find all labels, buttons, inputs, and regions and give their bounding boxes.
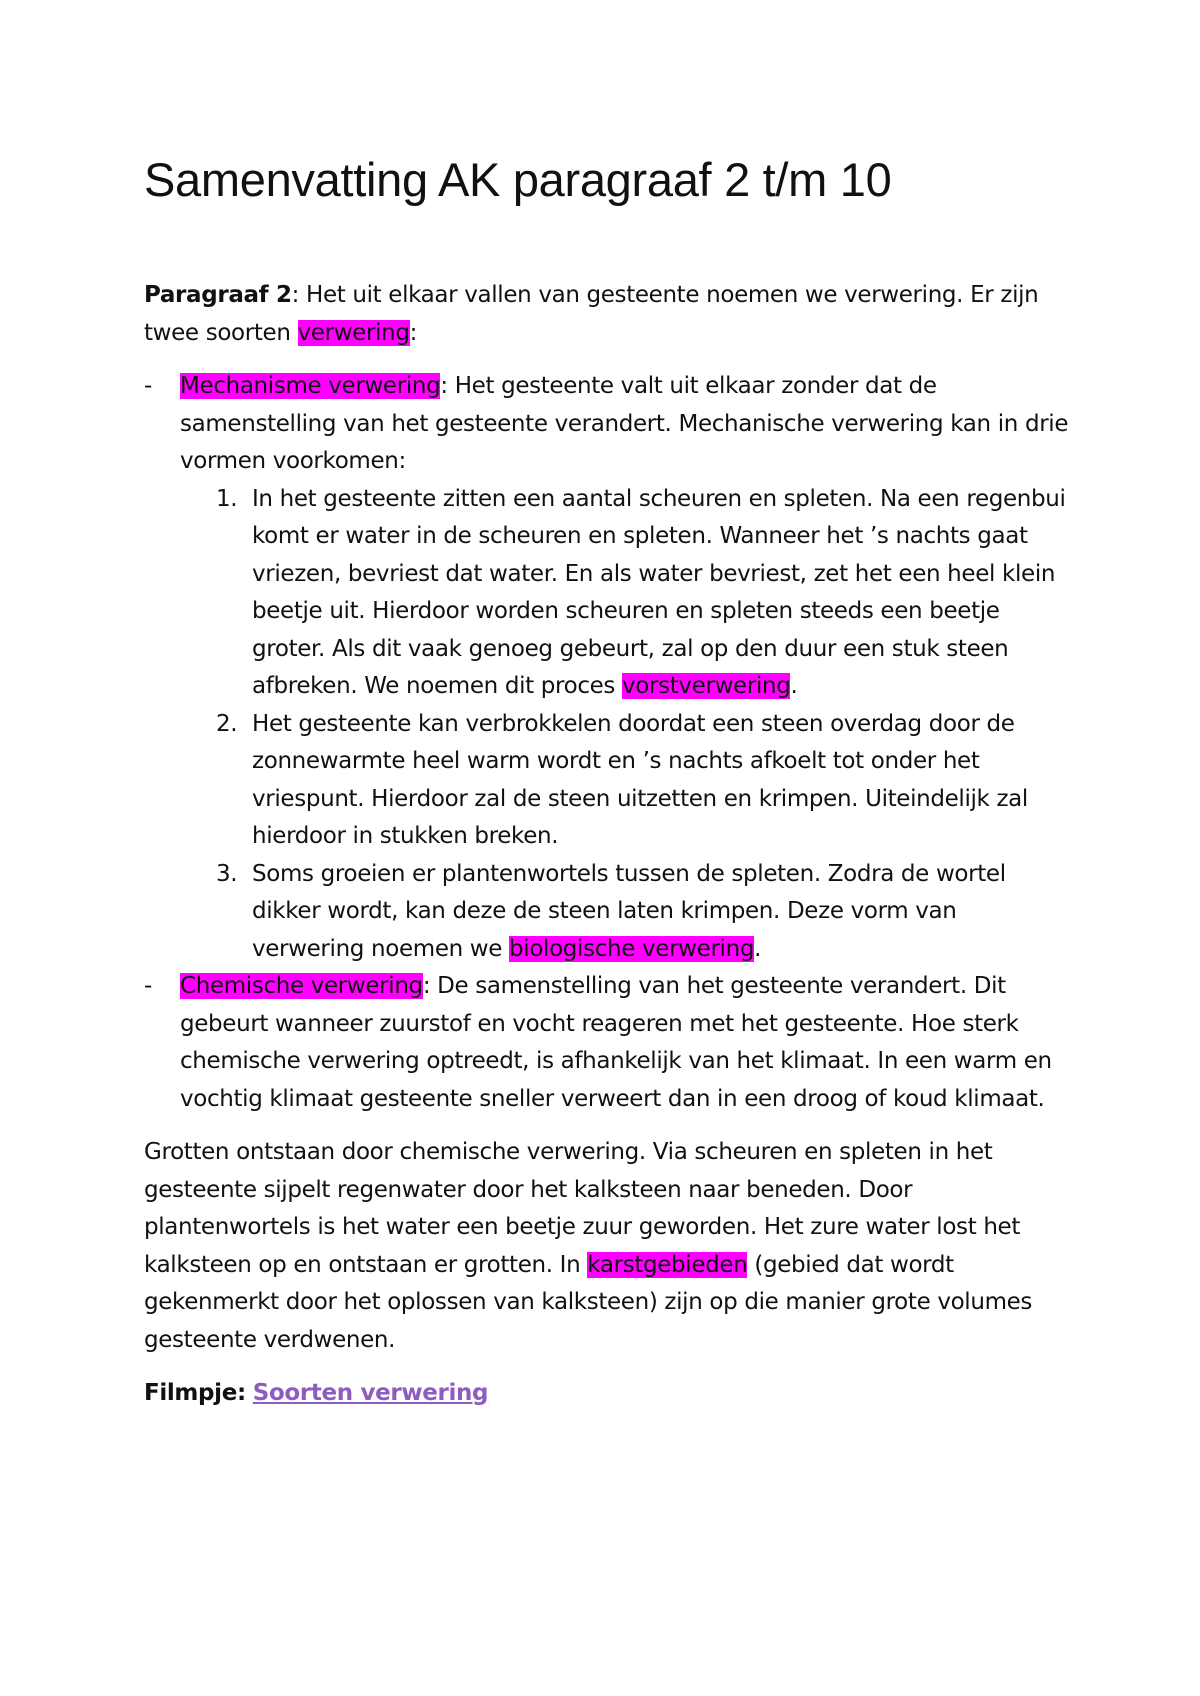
- verwering-types-list: [144, 368, 1074, 1118]
- highlight-karstgebieden: karstgebieden: [587, 1251, 748, 1278]
- page-title: Samenvatting AK paragraaf 2 t/m 10: [144, 153, 892, 206]
- highlight-mechanisme-verwering: Mechanisme verwering: [180, 373, 441, 399]
- highlight-chemische-verwering: Chemische verwering: [180, 973, 423, 999]
- item-text: Soms groeien er plantenwortels tussen de spleten. Zodra de wortel dikker wordt, kan deze de steen laten krimpen. Deze vorm van verwering noemen we: [252, 860, 1006, 962]
- list-item-2: [180, 706, 1074, 856]
- list-item-1: [180, 481, 1074, 706]
- document-body: [144, 277, 1074, 1429]
- paragraph-label: Paragraaf 2: [144, 282, 292, 308]
- video-link[interactable]: Soorten verwering: [252, 1380, 489, 1406]
- list-item-text: [180, 368, 1074, 481]
- list-item-mechanische: [144, 368, 1074, 968]
- item-text: In het gesteente zitten een aantal scheuren en spleten. Na een regenbui komt er water in de scheuren en spleten. Wanneer het ’s nachts gaat vriezen, bevriest dat water. En als water bevriest, zet het een heel klein beetje uit. Hierdoor worden scheuren en spleten steeds een beetje groter. Als dit vaak genoeg gebeurt, zal op den duur een stuk steen afbreken. We noemen dit proces: [252, 485, 1066, 699]
- list-item-text: [180, 968, 1074, 1118]
- dash-marker: -: [144, 373, 152, 399]
- highlight-biologische-verwering: biologische verwering: [509, 935, 755, 962]
- grotten-paragraph: [144, 1134, 1074, 1359]
- intro-text-end: :: [409, 319, 417, 346]
- chemisch-description: : De samenstelling van het gesteente verandert. Dit gebeurt wanneer zuurstof en vocht reageren met het gesteente. Hoe sterk chemische verwering optreedt, is afhankelijk van het klimaat. In een warm en vochtig klimaat gesteente sneller verweert dan in een droog of koud klimaat.: [180, 973, 1052, 1112]
- item-text-end: .: [754, 935, 762, 962]
- intro-text: Het uit elkaar vallen van gesteente noemen we verwering. Er zijn twee soorten: [144, 282, 1039, 346]
- dash-marker: -: [144, 973, 152, 999]
- list-item-3: [180, 856, 1074, 969]
- list-number: 3.: [216, 860, 238, 887]
- list-number: 1.: [216, 485, 238, 512]
- list-item-chemische: [144, 968, 1074, 1118]
- filmpje-label: Filmpje:: [144, 1380, 246, 1406]
- highlight-verwering: verwering: [297, 319, 410, 346]
- numbered-list: [180, 481, 1074, 969]
- intro-colon: :: [291, 282, 300, 308]
- highlight-vorstverwering: vorstverwering: [622, 673, 791, 699]
- grotten-text: Grotten ontstaan door chemische verwering. Via scheuren en spleten in het gesteente sijpelt regenwater door het kalksteen naar beneden. Door plantenwortels is het water een beetje zuur geworden. Het zure water lost het kalksteen op en ontstaan er grotten. In: [144, 1139, 1021, 1278]
- item-text: Het gesteente kan verbrokkelen doordat een steen overdag door de zonnewarmte heel warm wordt en ’s nachts afkoelt tot onder het vriespunt. Hierdoor zal de steen uitzetten en krimpen. Uiteindelijk zal hierdoor in stukken breken.: [252, 710, 1028, 849]
- filmpje-paragraph: [144, 1375, 1074, 1413]
- grotten-text-end: (gebied dat wordt gekenmerkt door het oplossen van kalksteen) zijn op die manier grote volumes gesteente verdwenen.: [144, 1251, 1033, 1353]
- intro-paragraph: [144, 277, 1074, 352]
- list-number: 2.: [216, 710, 238, 737]
- mechanisch-description: : Het gesteente valt uit elkaar zonder dat de samenstelling van het gesteente verandert. Mechanische verwering kan in drie vormen voorkomen:: [180, 373, 1069, 474]
- item-text-end: .: [790, 673, 798, 699]
